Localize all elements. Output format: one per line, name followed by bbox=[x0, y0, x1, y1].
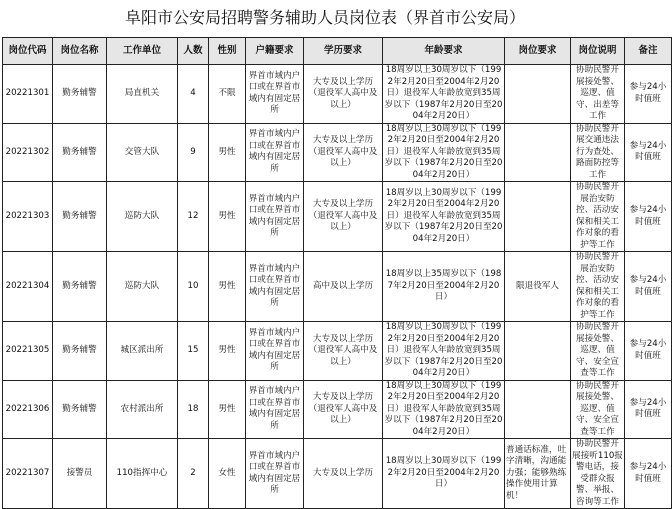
cell-education: 大专及以上学历 bbox=[304, 439, 383, 509]
cell-name: 接警员 bbox=[53, 439, 107, 509]
cell-note: 参与24小时值班 bbox=[625, 123, 672, 182]
cell-name: 勤务辅警 bbox=[53, 182, 107, 252]
cell-gender: 男性 bbox=[209, 322, 246, 381]
cell-gender: 男性 bbox=[209, 252, 246, 322]
cell-hukou: 界首市域内户口或在界首市域内有固定居所 bbox=[246, 182, 304, 252]
cell-code: 20221301 bbox=[3, 65, 53, 124]
cell-note: 参与24小时值班 bbox=[625, 65, 672, 124]
cell-description: 协助民警开展接处警、巡逻、值守、出差等工作 bbox=[571, 65, 625, 124]
cell-description: 协助民警开展接处警、巡逻、值守、安全宣查等工作 bbox=[571, 380, 625, 439]
cell-education: 大专及以上学历（退役军人高中及以上） bbox=[304, 322, 383, 381]
header-count: 人数 bbox=[178, 38, 209, 65]
cell-description: 协助民警开展接听110报警电话，接受群众报警、举报、咨询等工作 bbox=[572, 439, 623, 507]
cell-gender: 男性 bbox=[209, 123, 246, 182]
cell-description: 协助民警开展治安防控、活动安保和相关工作对象的看护等工作 bbox=[571, 182, 625, 252]
cell-requirement bbox=[505, 123, 571, 182]
header-name: 岗位名称 bbox=[53, 38, 107, 65]
table-row bbox=[3, 322, 672, 381]
cell-code: 20221305 bbox=[3, 322, 53, 381]
cell-hukou: 界首市域内户口或在界首市域内有固定居所 bbox=[246, 439, 304, 509]
cell-hukou: 界首市域内户口或在界首市域内有固定居所 bbox=[246, 123, 304, 182]
cell-age: 18周岁以上30周岁以下（1992年2月20日至2004年2月20日）退役军人年龄放宽到35周岁以下（1987年2月20日至2004年2月20日） bbox=[383, 380, 505, 439]
header-description: 岗位说明 bbox=[571, 38, 625, 65]
cell-count: 12 bbox=[178, 182, 209, 252]
cell-count: 9 bbox=[178, 123, 209, 182]
cell-age: 18周岁以上30周岁以下（1992年2月20日至2004年2月20日） bbox=[383, 439, 505, 509]
cell-requirement bbox=[505, 65, 571, 124]
table-row bbox=[3, 65, 672, 124]
cell-age: 18周岁以上35周岁以下（1987年2月20日至2004年2月20日） bbox=[383, 252, 505, 322]
cell-requirement bbox=[505, 182, 571, 252]
header-code: 岗位代码 bbox=[3, 38, 53, 65]
table-row bbox=[3, 439, 672, 509]
table-row bbox=[3, 182, 672, 252]
cell-code: 20221304 bbox=[3, 252, 53, 322]
cell-gender: 男性 bbox=[209, 380, 246, 439]
cell-name: 勤务辅警 bbox=[53, 380, 107, 439]
cell-note: 参与24小时值班 bbox=[625, 322, 672, 381]
cell-age: 18周岁以上30周岁以下（1992年2月20日至2004年2月20日）退役军人年龄放宽到35周岁以下（1987年2月20日至2004年2月20日） bbox=[383, 322, 505, 381]
header-gender: 性别 bbox=[209, 38, 246, 65]
cell-education: 大专及以上学历（退役军人高中及以上） bbox=[304, 182, 383, 252]
cell-name: 勤务辅警 bbox=[53, 123, 107, 182]
cell-name: 勤务辅警 bbox=[53, 322, 107, 381]
cell-requirement bbox=[505, 322, 571, 381]
header-note: 备注 bbox=[625, 38, 672, 65]
cell-code: 20221302 bbox=[3, 123, 53, 182]
cell-hukou: 界首市域内户口或在界首市域内有固定居所 bbox=[246, 322, 304, 381]
cell-education: 大专及以上学历（退役军人高中及以上） bbox=[304, 123, 383, 182]
cell-age: 18周岁以上30周岁以下（1992年2月20日至2004年2月20日）退役军人年龄放宽到35周岁以下（1987年2月20日至2004年2月20日） bbox=[383, 182, 505, 252]
cell-education: 大专及以上学历（退役军人高中及以上） bbox=[304, 65, 383, 124]
cell-requirement bbox=[505, 380, 571, 439]
header-hukou: 户籍要求 bbox=[246, 38, 304, 65]
cell-gender: 男性 bbox=[209, 182, 246, 252]
cell-code: 20221306 bbox=[3, 380, 53, 439]
cell-education: 大专及以上学历（退役军人高中及以上） bbox=[304, 380, 383, 439]
cell-unit: 巡防大队 bbox=[107, 182, 178, 252]
cell-hukou: 界首市域内户口或在界首市域内有固定居所 bbox=[246, 252, 304, 322]
cell-age: 18周岁以上30周岁以下（1992年2月20日至2004年2月20日）退役军人年龄放宽到35周岁以下（1987年2月20日至2004年2月20日） bbox=[383, 65, 505, 124]
page-title: 阜阳市公安局招聘警务辅助人员岗位表（界首市公安局） bbox=[124, 8, 525, 27]
cell-count: 15 bbox=[178, 322, 209, 381]
cell-education: 高中及以上学历 bbox=[304, 252, 383, 322]
cell-unit: 农村派出所 bbox=[107, 380, 178, 439]
cell-name: 勤务辅警 bbox=[53, 252, 107, 322]
cell-note: 参与24小时值班 bbox=[625, 439, 672, 509]
cell-hukou: 界首市域内户口或在界首市域内有固定居所 bbox=[246, 380, 304, 439]
cell-gender: 不限 bbox=[209, 65, 246, 124]
cell-count: 2 bbox=[178, 439, 209, 509]
cell-count: 18 bbox=[178, 380, 209, 439]
cell-gender: 女性 bbox=[209, 439, 246, 509]
cell-age: 18周岁以上30周岁以下（1992年2月20日至2004年2月20日）退役军人年龄放宽到35周岁以下（1987年2月20日至2004年2月20日） bbox=[383, 123, 505, 182]
cell-unit: 城区派出所 bbox=[107, 322, 178, 381]
cell-requirement: 普通话标准，吐字清晰，沟通能力强；能够熟练操作使用计算机！ bbox=[505, 439, 571, 509]
cell-count: 10 bbox=[178, 252, 209, 322]
cell-description: 协助民警开展治安防控、活动安保和相关工作对象的看护等工作 bbox=[571, 252, 625, 322]
cell-unit: 110指挥中心 bbox=[107, 439, 178, 509]
header-requirement: 岗位要求 bbox=[505, 38, 571, 65]
cell-note: 参与24小时值班 bbox=[625, 380, 672, 439]
cell-unit: 交管大队 bbox=[107, 123, 178, 182]
table-row bbox=[3, 123, 672, 182]
table-row bbox=[3, 380, 672, 439]
table-row bbox=[3, 252, 672, 322]
cell-unit: 巡防大队 bbox=[107, 252, 178, 322]
cell-hukou: 界首市域内户口或在界首市域内有固定居所 bbox=[246, 65, 304, 124]
job-table bbox=[2, 37, 672, 509]
cell-count: 4 bbox=[178, 65, 209, 124]
cell-description: 协助民警开展接处警、巡逻、值守、安全宣查等工作 bbox=[571, 322, 625, 381]
cell-note: 参与24小时值班 bbox=[625, 252, 672, 322]
cell-code: 20221307 bbox=[3, 439, 53, 509]
cell-name: 勤务辅警 bbox=[53, 65, 107, 124]
cell-requirement: 限退役军人 bbox=[505, 252, 571, 322]
cell-unit: 局直机关 bbox=[107, 65, 178, 124]
cell-note: 参与24小时值班 bbox=[625, 182, 672, 252]
header-row bbox=[3, 38, 672, 65]
cell-description: 协助民警开展交通违法行为查处、路面防控等工作 bbox=[571, 123, 625, 182]
header-unit: 工作单位 bbox=[107, 38, 178, 65]
header-age: 年龄要求 bbox=[383, 38, 505, 65]
header-education: 学历要求 bbox=[304, 38, 383, 65]
cell-code: 20221303 bbox=[3, 182, 53, 252]
